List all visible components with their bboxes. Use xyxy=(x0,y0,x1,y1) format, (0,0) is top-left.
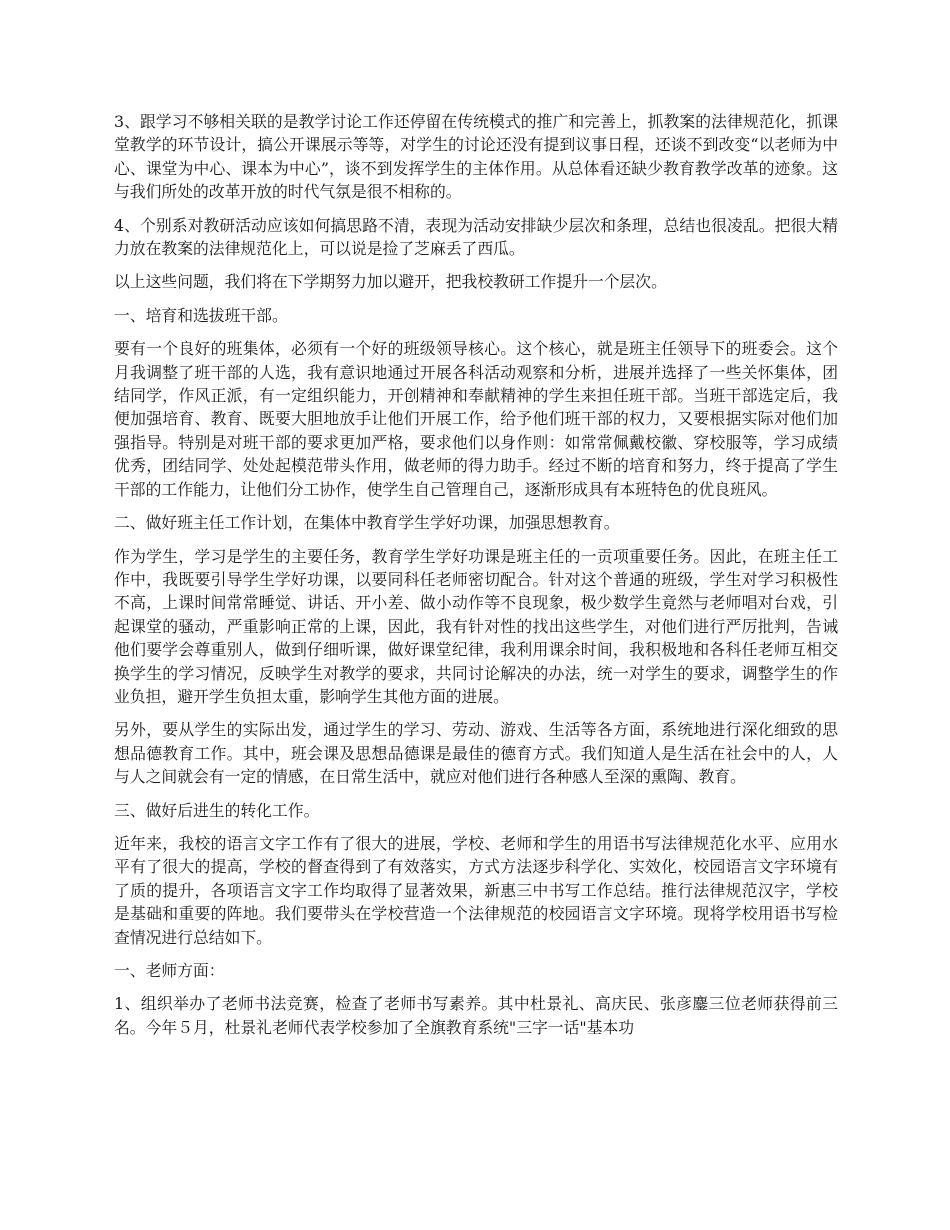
paragraph-item-3: 3、跟学习不够相关联的是教学讨论工作还停留在传统模式的推广和完善上，抓教案的法律规范化，抓课堂教学的环节设计，搞公开课展示等等，对学生的讨论还没有提到议事日程，还谈不到改变“以老师为中心、课堂为中心、课本为中心”，谈不到发挥学生的主体作用。从总体看还缺少教育教学改革的迹象。这与我们所处的改革开放的时代气氛是很不相称的。 xyxy=(114,112,838,202)
document-page xyxy=(114,110,838,1049)
section-heading-lagging-students: 三、做好后进生的转化工作。 xyxy=(114,800,320,820)
section-heading-teachers: 一、老师方面： xyxy=(114,961,225,980)
paragraph-language-work: 近年来，我校的语言文字工作有了很大的进展，学校、老师和学生的用语书写法律规范化水平、应用水平有了很大的提高，学校的督查得到了有效落实，方式方法逐步科学化、实效化，校园语言文字环境有了质的提升，各项语言文字工作均取得了显著效果，新惠三中书写工作总结。推行法律规范汉字，学校是基础和重要的阵地。我们要带头在学校营造一个法律规范的校园语言文字环境。现将学校用语书写检查情况进行总结如下。 xyxy=(114,833,838,947)
summary-paragraph: 以上这些问题，我们将在下学期努力加以避开，把我校教研工作提升一个层次。 xyxy=(114,272,667,292)
paragraph-class-cadres: 要有一个良好的班集体，必须有一个好的班级领导核心。这个核心，就是班主任领导下的班委会。这个月我调整了班干部的人选，我有意识地通过开展各科活动观察和分析，进展并选择了一些关怀集体，团结同学，作风正派，有一定组织能力，开创精神和奉献精神的学生来担任班干部。当班干部选定后，我便加强培育、教育、既要大胆地放手让他们开展工作，给予他们班干部的权力，又要根据实际对他们加强指导。特别是对班干部的要求更加严格，要求他们以身作则：如常常佩戴校徽、穿校服等，学习成绩优秀，团结同学、处处起模范带头作用，做老师的得力助手。经过不断的培育和努力，终于提高了学生干部的工作能力，让他们分工协作，使学生自己管理自己，逐渐形成具有本班特色的优良班风。 xyxy=(114,339,838,499)
paragraph-moral-education: 另外，要从学生的实际出发，通过学生的学习、劳动、游戏、生活等各方面，系统地进行深化细致的思想品德教育工作。其中，班会课及思想品德课是最佳的德育方式。我们知道人是生活在社会中的人，人与人之间就会有一定的情感，在日常生活中，就应对他们进行各种感人至深的熏陶、教育。 xyxy=(114,720,838,787)
paragraph-item-4: 4、个别系对教研活动应该如何搞思路不清，表现为活动安排缺少层次和条理，总结也很凌乱。把很大精力放在教案的法律规范化上，可以说是捡了芝麻丢了西瓜。 xyxy=(114,215,838,259)
section-heading-work-plan: 二、做好班主任工作计划，在集体中教育学生学好功课，加强思想教育。 xyxy=(114,513,620,533)
paragraph-study-task: 作为学生，学习是学生的主要任务，教育学生学好功课是班主任的一贡项重要任务。因此，在班主任工作中，我既要引导学生学好功课，以要同科任老师密切配合。针对这个普通的班级，学生对学习积极性不高，上课时间常常睡觉、讲话、开小差、做小动作等不良现象，极少数学生竟然与老师唱对台戏，引起课堂的骚动，严重影响正常的上课，因此，我有针对性的找出这些学生，对他们进行严厉批判，告诫他们要学会尊重别人，做到仔细听课，做好课堂纪律，我利用课余时间，我积极地和各科任老师互相交换学生的学习情况，反映学生对教学的要求，共同讨论解决的办法，统一对学生的要求，调整学生的作业负担，避开学生负担太重，影响学生其他方面的进展。 xyxy=(114,546,838,706)
section-heading-class-cadres: 一、培育和选拔班干部。 xyxy=(114,305,288,325)
paragraph-calligraphy-contest: 1、组织举办了老师书法竞赛，检查了老师书写素养。其中杜景礼、高庆民、张彦鏖三位老师获得前三名。今年５月，杜景礼老师代表学校参加了全旗教育系统"三字一话"基本功 xyxy=(114,994,838,1037)
